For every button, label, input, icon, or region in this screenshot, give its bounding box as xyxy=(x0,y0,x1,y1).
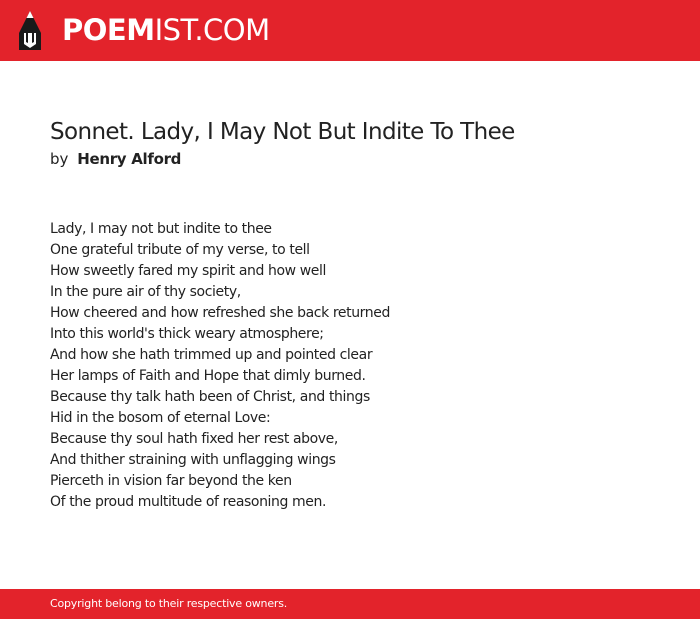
poem-line: One grateful tribute of my verse, to tell xyxy=(50,242,310,258)
author-name: Henry Alford xyxy=(77,150,182,168)
poem-line: Pierceth in vision far beyond the ken xyxy=(50,473,292,489)
poem-line: Into this world's thick weary atmosphere; xyxy=(50,326,324,342)
poem-line: Of the proud multitude of reasoning men. xyxy=(50,494,327,510)
poem-line: Her lamps of Faith and Hope that dimly burned. xyxy=(50,368,366,384)
site-logo[interactable] xyxy=(62,12,270,48)
site-footer xyxy=(0,589,700,619)
by-label: by xyxy=(50,150,69,168)
byline xyxy=(50,149,181,169)
poem-line: Lady, I may not but indite to thee xyxy=(50,221,272,237)
poem-line: Because thy talk hath been of Christ, and things xyxy=(50,389,370,405)
poem-title: Sonnet. Lady, I May Not But Indite To Thee xyxy=(50,119,515,145)
poem-line: Hid in the bosom of eternal Love: xyxy=(50,410,271,426)
poem-line: How cheered and how refreshed she back returned xyxy=(50,305,390,321)
pencil-icon[interactable] xyxy=(17,10,43,51)
poem-line: And thither straining with unflagging wings xyxy=(50,452,336,468)
logo-light-text: IST.COM xyxy=(154,13,270,47)
copyright-text: Copyright belong to their respective owners. xyxy=(50,597,288,610)
poem-line: And how she hath trimmed up and pointed clear xyxy=(50,347,373,363)
poem-line: How sweetly fared my spirit and how well xyxy=(50,263,326,279)
poem-body xyxy=(50,219,650,513)
site-header xyxy=(0,0,700,61)
poem-line: Because thy soul hath fixed her rest above, xyxy=(50,431,338,447)
poem-line: In the pure air of thy society, xyxy=(50,284,241,300)
logo-bold-text: POEM xyxy=(62,13,155,47)
